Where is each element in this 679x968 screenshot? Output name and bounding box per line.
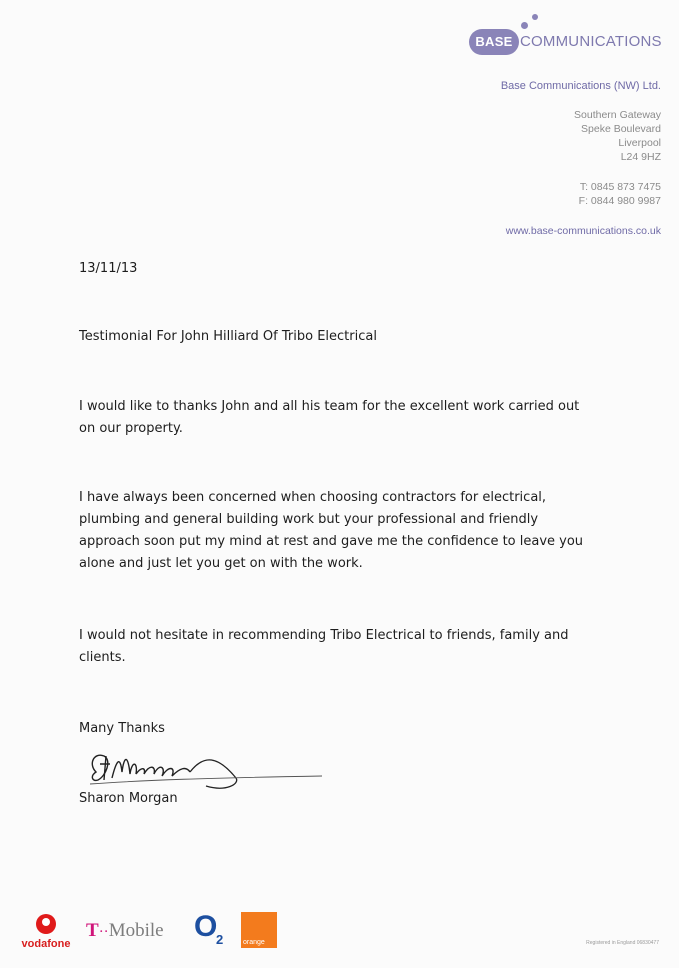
tmobile-logo: [86, 920, 164, 942]
address-line: Speke Boulevard: [581, 123, 661, 135]
letter-closing: Many Thanks: [79, 721, 165, 736]
address-line: Southern Gateway: [574, 109, 661, 121]
letter-paragraph: I would like to thanks John and all his team for the excellent work carried out on our property.: [79, 399, 580, 436]
base-communications-logo: [469, 12, 661, 58]
vodafone-logo: [18, 914, 74, 952]
logo-dot-small: [532, 14, 538, 20]
letter-date: 13/11/13: [79, 261, 138, 276]
address-line: Liverpool: [618, 137, 661, 149]
company-contact: [579, 180, 661, 208]
registration-note: Registered in England 06830477: [586, 940, 659, 946]
company-name: Base Communications (NW) Ltd.: [500, 80, 661, 92]
o2-letter: O: [194, 910, 218, 943]
orange-wordmark: orange: [243, 939, 265, 946]
telephone-number: T: 0845 873 7475: [579, 181, 661, 193]
vodafone-icon: [36, 914, 56, 934]
fax-number: F: 0844 980 9987: [578, 195, 661, 207]
tmobile-t: T: [86, 920, 99, 941]
letter-paragraph: I would not hesitate in recommending Tribo Electrical to friends, family and clients.: [79, 628, 569, 665]
logo-communications-text: COMMUNICATIONS: [520, 33, 662, 50]
address-line: L24 9HZ: [620, 151, 661, 163]
logo-base-pill: BASE: [469, 29, 519, 55]
logo-dot-large: [521, 22, 528, 29]
tmobile-word: Mobile: [108, 920, 164, 941]
company-address: [574, 108, 661, 164]
tmobile-dots: ··: [98, 924, 109, 940]
orange-logo: [241, 912, 277, 948]
o2-digit: 2: [216, 932, 224, 947]
letter-subject: Testimonial For John Hilliard Of Tribo Electrical: [79, 329, 377, 344]
company-website: www.base-communications.co.uk: [505, 225, 661, 237]
vodafone-wordmark: vodafone: [21, 938, 71, 950]
o2-logo: [194, 910, 234, 950]
letter-paragraph: I have always been concerned when choosing contractors for electrical, plumbing and general building work but your professional and friendly approach soon put my mind at rest and gave me the confidence to leave you alone and just let you get on with the work.: [79, 490, 584, 571]
signer-name: Sharon Morgan: [79, 791, 178, 806]
